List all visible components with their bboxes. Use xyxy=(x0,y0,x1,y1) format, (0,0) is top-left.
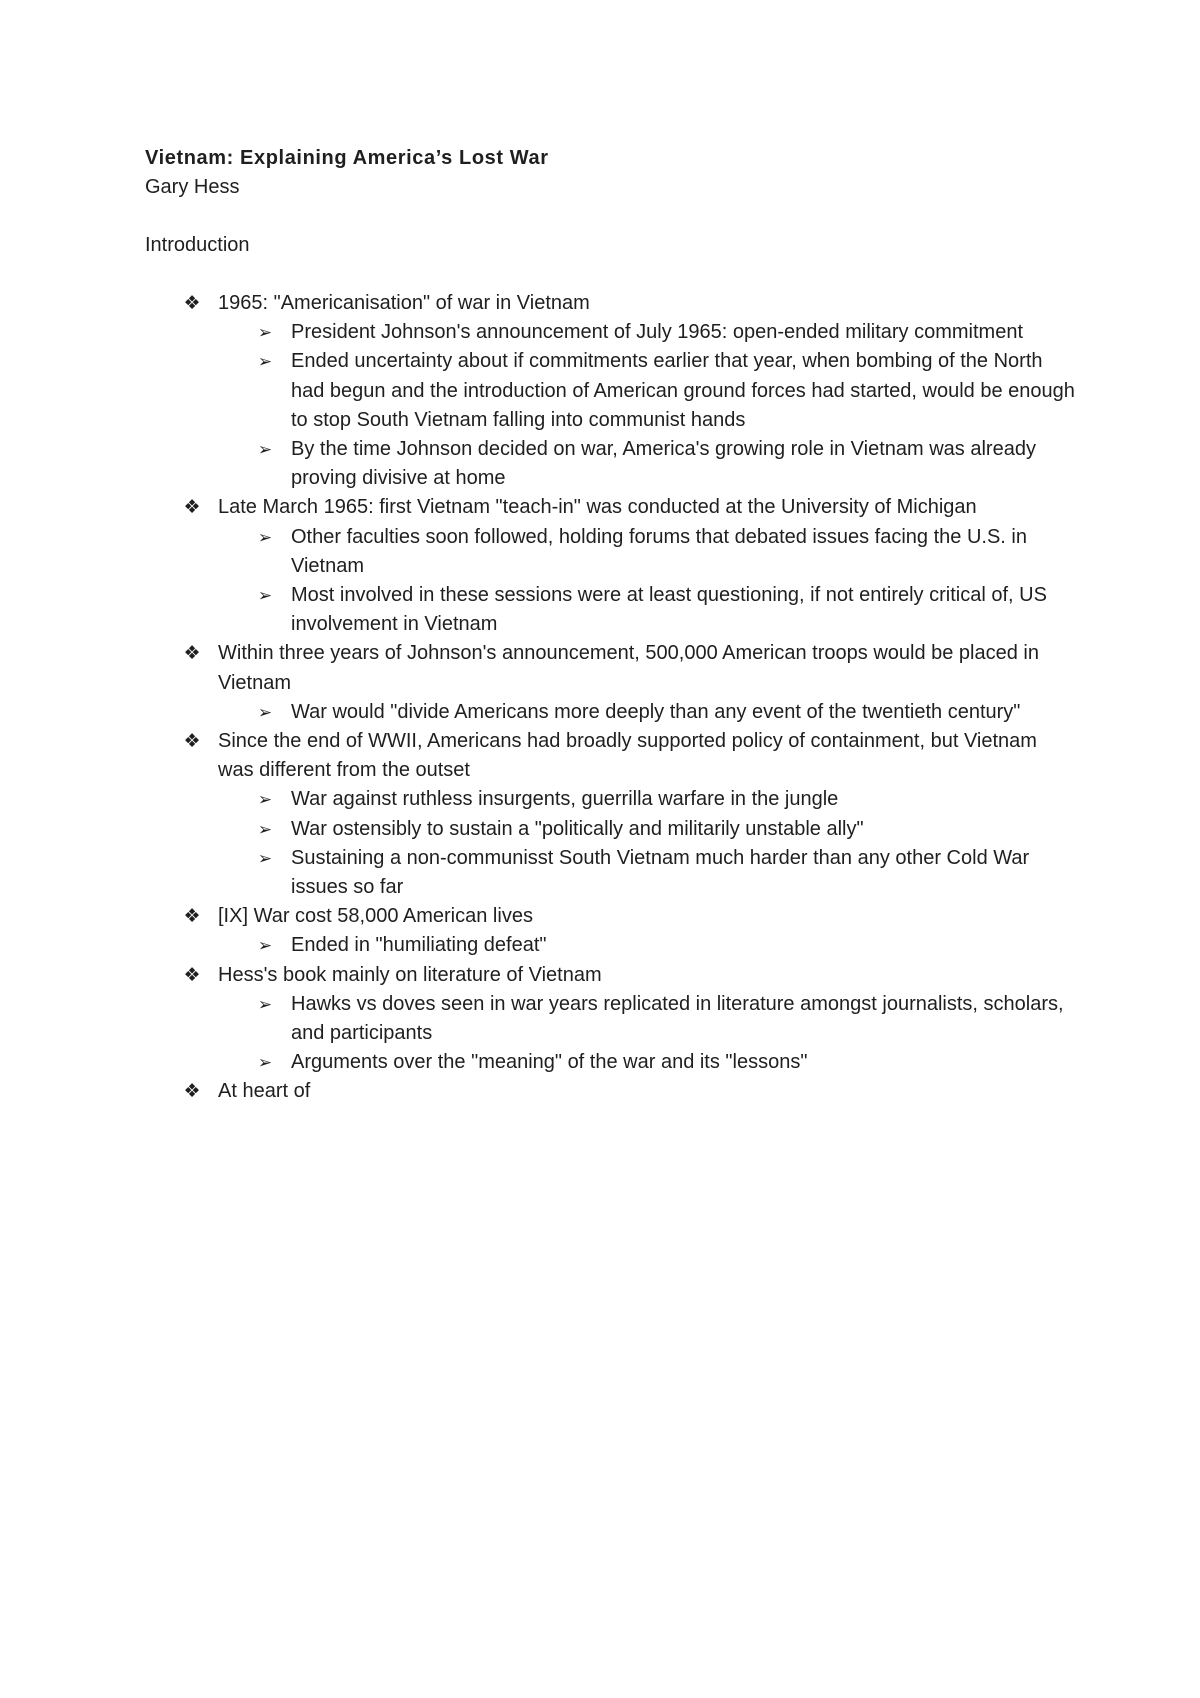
sub-list-item xyxy=(145,931,1075,960)
list-item xyxy=(145,902,1075,960)
sub-list-item xyxy=(145,581,1075,639)
list-item-text: 1965: "Americanisation" of war in Vietnam xyxy=(218,292,590,314)
sub-list-item xyxy=(145,1048,1075,1077)
bullet-list xyxy=(145,289,1075,1107)
diamond-bullet-icon: ❖ xyxy=(183,964,201,986)
arrow-bullet-icon: ➢ xyxy=(257,994,273,1014)
sub-list-item-text: Sustaining a non-communisst South Vietnam much harder than any other Cold War issues so far xyxy=(291,846,1030,899)
list-item xyxy=(145,639,1075,727)
list-item-text: Late March 1965: first Vietnam "teach-in" was conducted at the University of Michigan xyxy=(218,496,977,519)
section-heading: Introduction xyxy=(145,234,250,256)
diamond-bullet-icon: ❖ xyxy=(183,293,201,314)
sub-bullet-list xyxy=(218,318,1075,493)
list-item-text: Within three years of Johnson's announcement, 500,000 American troops would be placed in Vietnam xyxy=(218,642,1039,694)
sub-list-item xyxy=(145,844,1075,902)
sub-list-item-text: By the time Johnson decided on war, America's growing role in Vietnam was already proving divisive at home xyxy=(291,438,1036,490)
sub-list-item xyxy=(145,785,1075,814)
diamond-bullet-icon: ❖ xyxy=(183,906,201,928)
sub-bullet-list xyxy=(218,990,1075,1078)
list-item xyxy=(145,727,1075,902)
sub-list-item-text: Hawks vs doves seen in war years replicated in literature amongst journalists, scholars, and participants xyxy=(291,992,1064,1045)
sub-list-item-text: Ended uncertainty about if commitments earlier that year, when bombing of the North had begun and the introduction of American ground forces had started, would be enough to stop South Vietnam falling into communist hands xyxy=(291,350,1075,431)
arrow-bullet-icon: ➢ xyxy=(257,848,273,868)
list-item xyxy=(145,961,1075,1078)
arrow-bullet-icon: ➢ xyxy=(257,586,273,606)
document-page xyxy=(145,144,1075,1107)
sub-list-item xyxy=(145,815,1075,844)
arrow-bullet-icon: ➢ xyxy=(257,790,273,810)
diamond-bullet-icon: ❖ xyxy=(183,643,201,665)
sub-bullet-list xyxy=(218,523,1075,640)
list-item-text: [IX] War cost 58,000 American lives xyxy=(218,905,533,928)
diamond-bullet-icon: ❖ xyxy=(183,497,201,519)
list-item xyxy=(145,493,1075,639)
document-title: Vietnam: Explaining America’s Lost War xyxy=(145,147,549,169)
sub-list-item xyxy=(145,347,1075,435)
sub-list-item xyxy=(145,990,1075,1048)
diamond-bullet-icon: ❖ xyxy=(183,1081,201,1103)
sub-list-item xyxy=(145,698,1075,727)
arrow-bullet-icon: ➢ xyxy=(257,819,273,839)
sub-list-item-text: Other faculties soon followed, holding forums that debated issues facing the U.S. in Vietnam xyxy=(291,525,1027,577)
list-item-text: Hess's book mainly on literature of Vietnam xyxy=(218,963,602,986)
diamond-bullet-icon: ❖ xyxy=(183,731,201,753)
sub-list-item xyxy=(145,523,1075,581)
sub-list-item-text: President Johnson's announcement of July 1965: open-ended military commitment xyxy=(291,321,1024,344)
sub-bullet-list xyxy=(218,698,1075,727)
sub-list-item-text: Most involved in these sessions were at least questioning, if not entirely critical of, US involvement in Vietnam xyxy=(291,584,1047,636)
list-item xyxy=(145,1077,1075,1106)
sub-bullet-list xyxy=(218,931,1075,960)
sub-list-item xyxy=(145,435,1075,493)
sub-bullet-list xyxy=(218,785,1075,902)
sub-list-item-text: Ended in "humiliating defeat" xyxy=(291,934,547,957)
arrow-bullet-icon: ➢ xyxy=(257,527,273,547)
sub-list-item-text: War ostensibly to sustain a "politically and militarily unstable ally" xyxy=(291,817,864,840)
arrow-bullet-icon: ➢ xyxy=(257,702,273,722)
arrow-bullet-icon: ➢ xyxy=(257,352,273,372)
arrow-bullet-icon: ➢ xyxy=(257,1053,273,1073)
list-item-text: Since the end of WWII, Americans had broadly supported policy of containment, but Vietnam was different from the outset xyxy=(218,730,1037,782)
list-item xyxy=(145,289,1075,493)
list-item-text: At heart of xyxy=(218,1080,311,1103)
arrow-bullet-icon: ➢ xyxy=(257,323,273,343)
arrow-bullet-icon: ➢ xyxy=(257,936,273,956)
sub-list-item-text: War against ruthless insurgents, guerrilla warfare in the jungle xyxy=(291,788,839,811)
sub-list-item-text: Arguments over the "meaning" of the war and its "lessons" xyxy=(291,1051,808,1074)
sub-list-item xyxy=(145,318,1075,347)
arrow-bullet-icon: ➢ xyxy=(257,440,273,460)
document-author: Gary Hess xyxy=(145,176,240,198)
sub-list-item-text: War would "divide Americans more deeply than any event of the twentieth century" xyxy=(291,700,1021,723)
